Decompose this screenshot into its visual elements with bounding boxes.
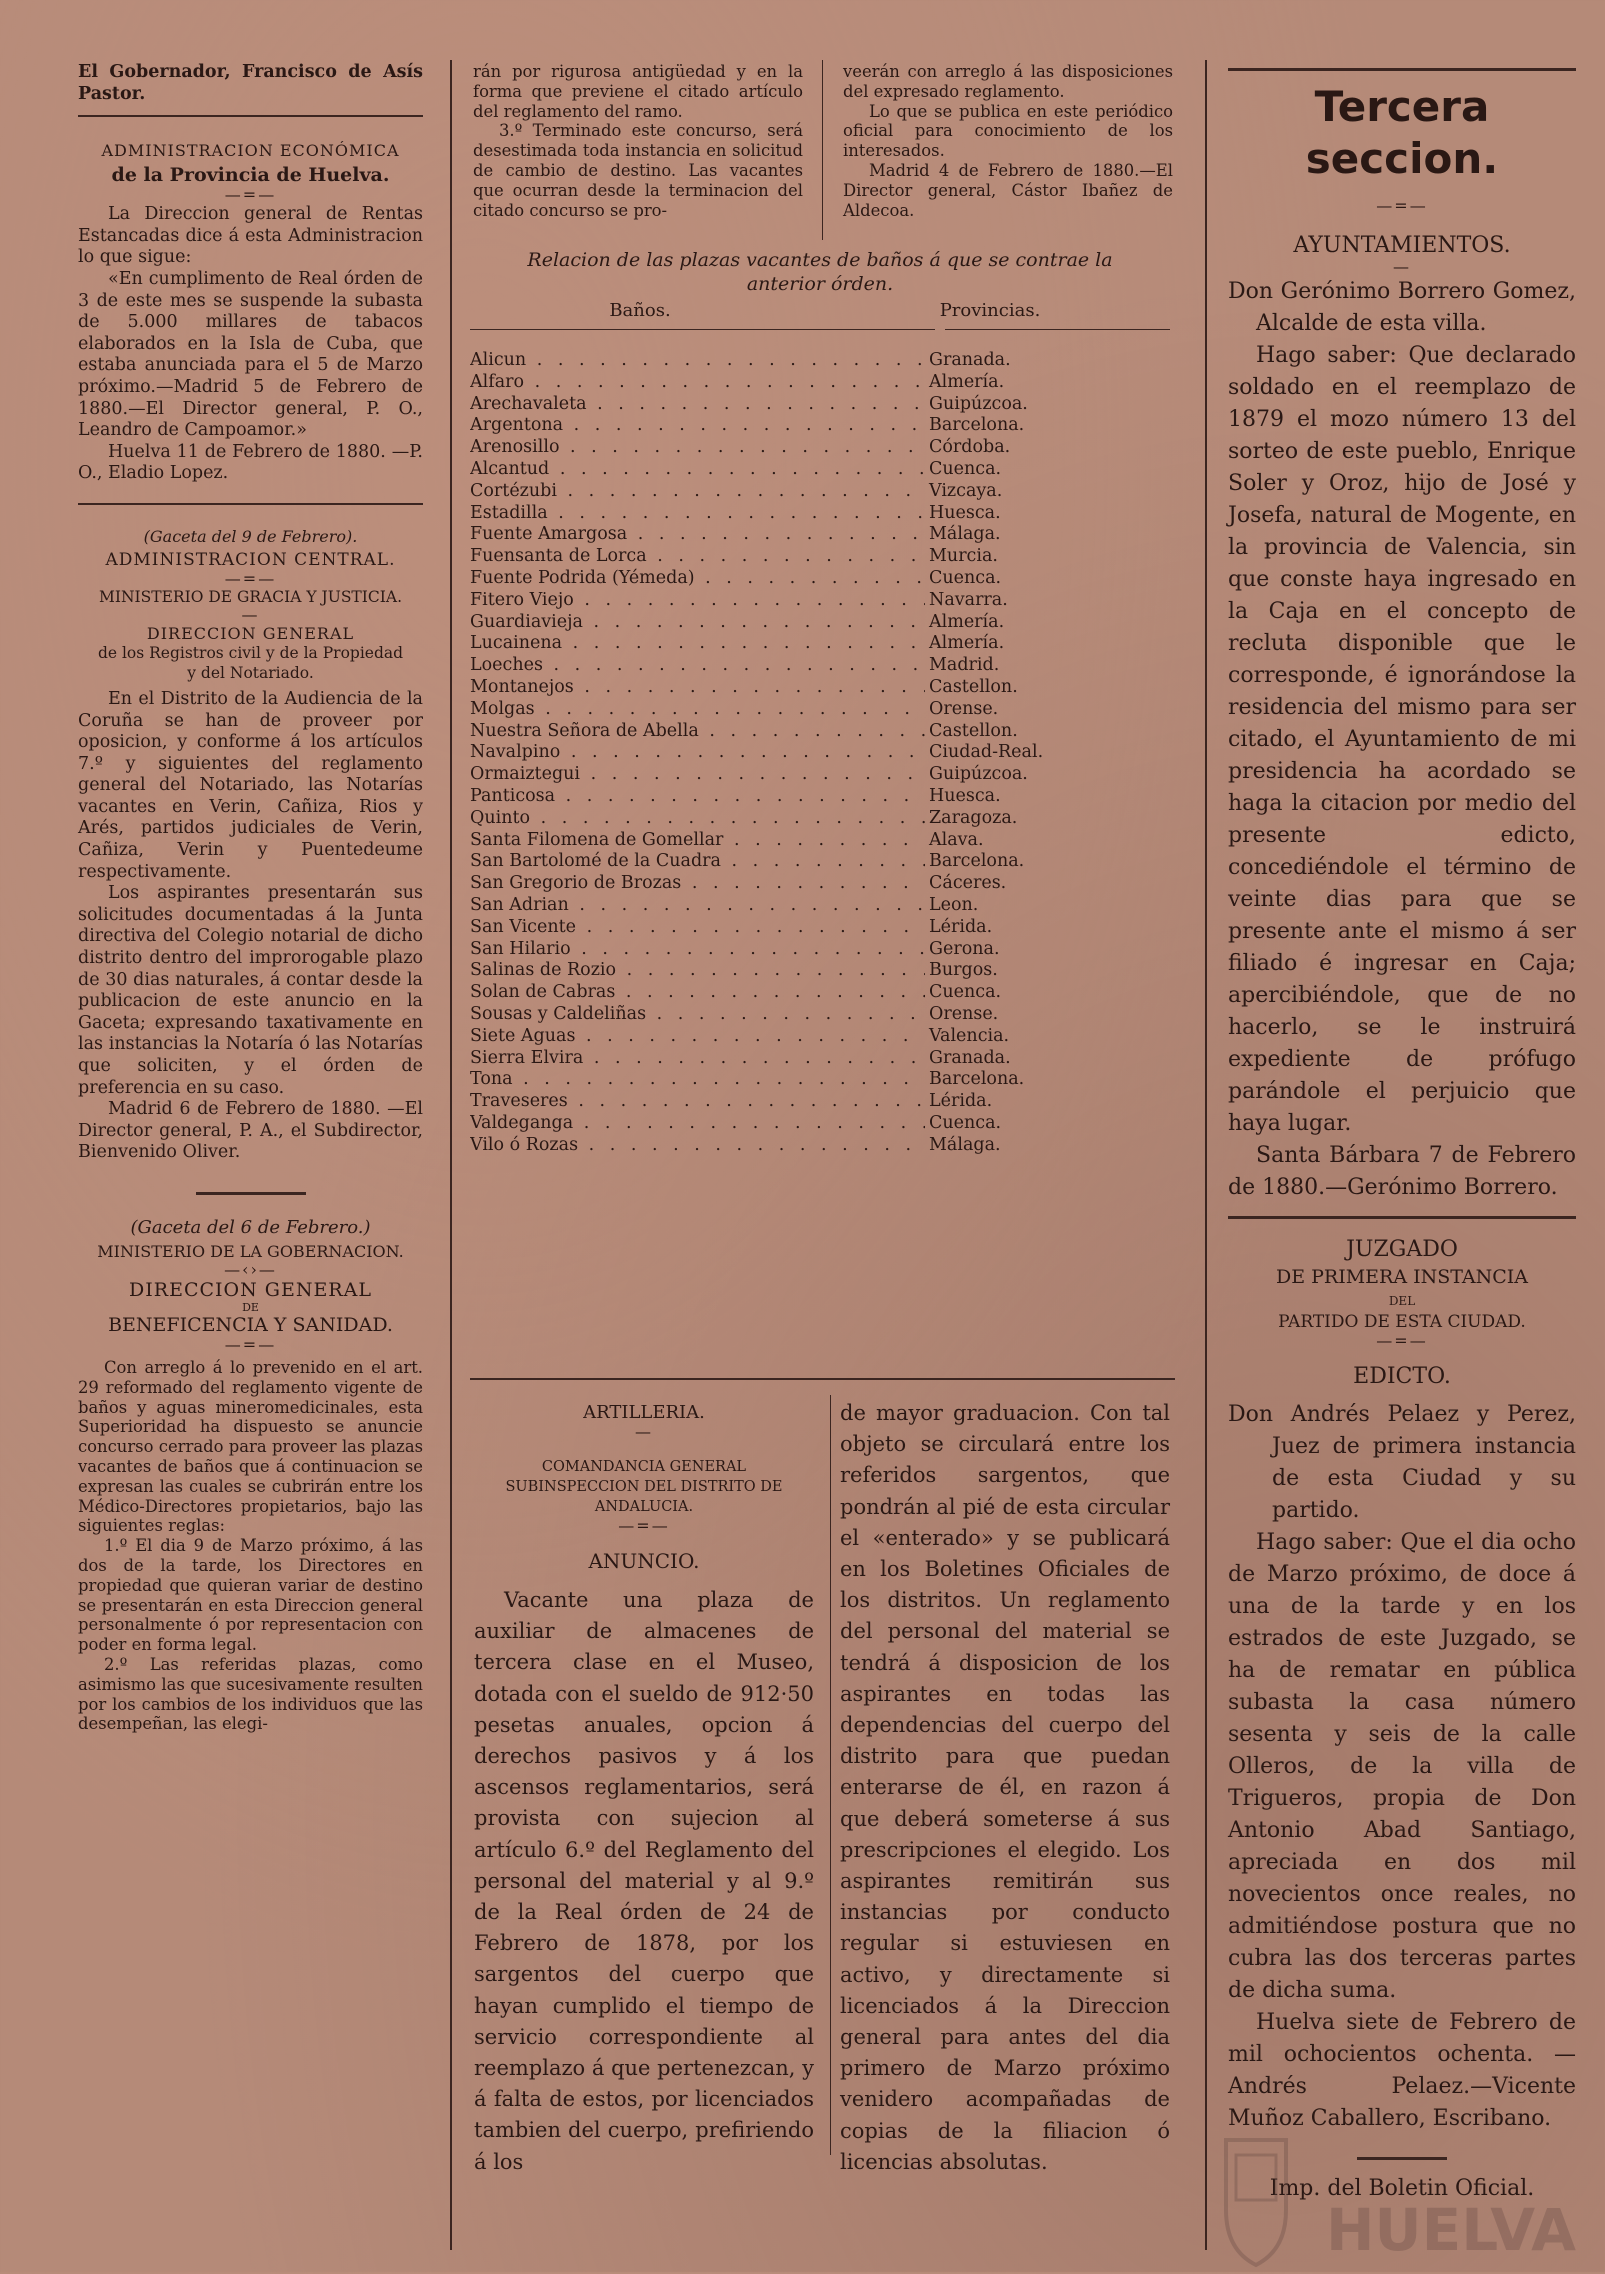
bath-name: San Vicente . .: [470, 917, 925, 939]
ornament: —: [1393, 257, 1411, 276]
paragraph: 3.º Terminado este concurso, será desestimada toda instancia en solicitud de cambio de destino. Las vacantes que ocurran desde la terminacion del citado concurso se pro-: [473, 121, 803, 220]
bath-name: Valdeganga . .: [470, 1113, 925, 1135]
table-row: [470, 1004, 1170, 1026]
paragraph: 1.º El dia 9 de Marzo próximo, á las dos de la tarde, los Directores en propiedad que quieran variar de destino se presentarán en esta Direccion general personalmente ó por representacion con poder en forma legal.: [78, 1536, 423, 1655]
paragraph: Huelva siete de Febrero de mil ochocientos ochenta. —Andrés Pelaez.—Vicente Muñoz Caballero, Escribano.: [1228, 2010, 1576, 2131]
paragraph: Huelva 11 de Febrero de 1880. —P. O., Eladio Lopez.: [78, 441, 423, 484]
table-row: [470, 764, 1170, 786]
province-name: Guipúzcoa.: [929, 393, 1028, 414]
table-row: [470, 394, 1170, 416]
bath-name: Santa Filomena de Gomellar . .: [470, 830, 925, 852]
province-name: Almería.: [929, 611, 1005, 632]
table-row: [470, 372, 1170, 394]
bath-name: Guardiavieja . .: [470, 612, 925, 634]
juzgado-partido: PARTIDO DE ESTA CIUDAD.: [1278, 1312, 1526, 1332]
table-row: [470, 481, 1170, 503]
bath-name: Siete Aguas . .: [470, 1026, 925, 1048]
gaceta-line: (Gaceta del 9 de Febrero).: [143, 526, 358, 546]
gaceta-line: (Gaceta del 6 de Febrero.): [130, 1216, 371, 1238]
bath-name: Argentona . .: [470, 415, 925, 437]
province-name: Orense.: [929, 698, 999, 719]
column-1: [78, 62, 423, 1734]
bath-name: Vilo ó Rozas . .: [470, 1135, 925, 1157]
bath-name: Loeches . .: [470, 655, 925, 677]
dir-heading: DIRECCION GENERAL: [146, 623, 355, 643]
section-subheading: COMANDANCIA GENERAL SUBINSPECCION DEL DISTRITO DE ANDALUCIA.: [505, 1459, 783, 1515]
province-name: Vizcaya.: [929, 480, 1003, 501]
bath-name: Nuestra Señora de Abella . .: [470, 721, 925, 743]
province-name: Madrid.: [929, 655, 1000, 676]
dir-heading: DIRECCION GENERAL: [129, 1278, 372, 1301]
divider: [78, 115, 423, 117]
section-heading: ADMINISTRACION CENTRAL.: [105, 549, 396, 570]
table-row: [470, 1048, 1170, 1070]
bath-name: Lucainena . .: [470, 633, 925, 655]
paragraph: de mayor graduacion. Con tal objeto se circulará entre los referidos sargentos, que pondrán al pié de esta circular el «enterado» y se publicará en los Boletines Oficiales de los distritos. Un reglamento del personal del material se tendrá á disposicion de los aspirantes en todas las dependencias del cuerpo del distrito para que puedan enterarse de él, en razon á que deberá someterse á sus prescripciones el elegido. Los aspirantes remitirán sus instancias por conducto regular si estuviesen en activo, y directamente si licenciados á la Direccion general para antes del dia primero de Marzo próximo venidero acompañadas de copias de la filiacion ó licencias absolutas.: [840, 1401, 1170, 2174]
province-name: Cuenca.: [929, 458, 1002, 479]
ornament: —=—: [1376, 1331, 1428, 1350]
column-rule: [450, 60, 452, 2250]
bath-name: Fuente Amargosa . .: [470, 524, 925, 546]
edicto-heading: EDICTO.: [1353, 1364, 1451, 1389]
baths-table: [470, 248, 1170, 1156]
paragraph: Don Andrés Pelaez y Perez, Juez de primera instancia de esta Ciudad y su partido.: [1228, 1402, 1576, 1523]
bath-name: Navalpino . .: [470, 742, 925, 764]
divider: [470, 1378, 1175, 1380]
bath-name: Fuensanta de Lorca . .: [470, 546, 925, 568]
section-subheading: de la Provincia de Huelva.: [111, 164, 390, 187]
province-name: Gerona.: [929, 938, 1000, 959]
header-provincias: Provincias.: [939, 300, 1041, 321]
archive-stamp: [1196, 2120, 1596, 2270]
ornament: —: [241, 604, 260, 624]
artilleria-section: [474, 1398, 814, 2178]
province-name: Barcelona.: [929, 1069, 1025, 1090]
table-header: [470, 300, 1170, 321]
province-name: Lérida.: [929, 916, 993, 937]
table-row: [470, 699, 1170, 721]
divider: [196, 1192, 306, 1195]
bath-name: Quinto . .: [470, 808, 925, 830]
bath-name: Salinas de Rozio . .: [470, 960, 925, 982]
paragraph: «En cumplimento de Real órden de 3 de este mes se suspende la subasta de 5.000 millares de tabacos elaborados en la Isla de Cuba, que estaba anunciada para el 5 de Marzo próximo.—Madrid 5 de Febrero de 1880.—El Director general, P. O., Leandro de Campoamor.»: [78, 268, 423, 441]
table-body: [470, 350, 1170, 1156]
table-row: [470, 1091, 1170, 1113]
table-header-rule: [470, 329, 1170, 330]
table-row: [470, 939, 1170, 961]
province-name: Granada.: [929, 1047, 1011, 1068]
table-row: [470, 459, 1170, 481]
juzgado-heading: JUZGADO: [1346, 1237, 1458, 1262]
paragraph: Santa Bárbara 7 de Febrero de 1880.—Gerónimo Borrero.: [1228, 1143, 1576, 1200]
table-row: [470, 546, 1170, 568]
province-name: Málaga.: [929, 524, 1001, 545]
bath-name: Fitero Viejo . .: [470, 590, 925, 612]
bath-name: Estadilla . .: [470, 503, 925, 525]
province-name: Barcelona.: [929, 415, 1025, 436]
bath-name: Molgas . .: [470, 699, 925, 721]
column-rule: [830, 1395, 831, 2155]
paragraph: veerán con arreglo á las disposiciones del expresado reglamento.: [843, 62, 1173, 101]
bath-name: Fuente Podrida (Yémeda) . .: [470, 568, 925, 590]
table-row: [470, 895, 1170, 917]
paragraph: Lo que se publica en este periódico oficial para conocimiento de los interesados.: [843, 101, 1173, 161]
table-row: [470, 568, 1170, 590]
ministry-heading: MINISTERIO DE LA GOBERNACION.: [97, 1241, 404, 1261]
table-row: [470, 524, 1170, 546]
table-row: [470, 503, 1170, 525]
province-name: Alava.: [929, 829, 984, 850]
table-row: [470, 415, 1170, 437]
column-rule: [1205, 60, 1207, 2250]
table-row: [470, 1135, 1170, 1157]
table-row: [470, 873, 1170, 895]
paragraph: Madrid 6 de Febrero de 1880. —El Director general, P. A., el Subdirector, Bienvenido Oliver.: [78, 1099, 423, 1163]
column-rule: [822, 60, 823, 240]
de-word: DE: [242, 1300, 259, 1314]
del-word: DEL: [1388, 1294, 1416, 1308]
ornament: —=—: [224, 1334, 277, 1354]
province-name: Almería.: [929, 633, 1005, 654]
bath-name: Solan de Cabras . .: [470, 982, 925, 1004]
anuncio-heading: ANUNCIO.: [588, 1549, 700, 1573]
table-row: [470, 655, 1170, 677]
juzgado-subheading: DE PRIMERA INSTANCIA: [1275, 1266, 1529, 1288]
divider: [78, 503, 423, 505]
province-name: Leon.: [929, 894, 979, 915]
table-row: [470, 851, 1170, 873]
table-row: [470, 677, 1170, 699]
paragraph: rán por rigurosa antigüedad y en la forma que previene el citado artículo del reglamento del ramo.: [473, 62, 803, 121]
ministry-heading: MINISTERIO DE GRACIA Y JUSTICIA.: [98, 587, 402, 606]
province-name: Ciudad-Real.: [929, 742, 1044, 763]
paragraph: Hago saber: Que declarado soldado en el reemplazo de 1879 el mozo número 13 del sorteo de este pueblo, Enrique Soler y Oroz, hijo de José y Josefa, natural de Mogente, en la provincia de Valencia, sin que conste haya ingresado en la Caja en el concepto de recluta disponible que le corresponde, é ignorándose la residencia del mismo para ser citado, el Ayuntamiento de mi presidencia ha acordado se haga la citacion por medio del presente edicto, concediéndole el término de veinte dias para que se presente ante el mismo á ser filiado é ingresar en Caja; apercibiéndole, que de no hacerlo, se le instruirá expediente de prófugo parándole el perjuicio que haya lugar.: [1228, 343, 1576, 1136]
ornament: —=—: [618, 1516, 670, 1535]
paragraph: Don Gerónimo Borrero Gomez, Alcalde de esta villa.: [1228, 279, 1576, 336]
province-name: Huesca.: [929, 785, 1001, 806]
bath-name: Sierra Elvira . .: [470, 1048, 925, 1070]
artilleria-continued: [840, 1398, 1170, 2178]
divider: [1228, 1216, 1576, 1219]
bath-name: Traveseres . .: [470, 1091, 925, 1113]
table-row: [470, 350, 1170, 372]
section-heading: ADMINISTRACION ECONÓMICA: [101, 141, 400, 161]
stamp-text: HUELVA: [1326, 2196, 1577, 2264]
province-name: Almería.: [929, 371, 1005, 392]
table-row: [470, 830, 1170, 852]
province-name: Burgos.: [929, 960, 998, 981]
bath-name: Alcantud . .: [470, 459, 925, 481]
bath-name: Arenosillo . .: [470, 437, 925, 459]
province-name: Cuenca.: [929, 567, 1002, 588]
bath-name: Tona . .: [470, 1069, 925, 1091]
bath-name: San Bartolomé de la Cuadra . .: [470, 851, 925, 873]
ornament: —=—: [224, 185, 277, 205]
tercera-seccion-title: Tercera seccion.: [1305, 82, 1499, 183]
province-name: Murcia.: [929, 546, 998, 567]
bath-name: Alfaro . .: [470, 372, 925, 394]
province-name: Orense.: [929, 1003, 999, 1024]
bath-name: San Adrian . .: [470, 895, 925, 917]
dir-subheading: BENEFICENCIA Y SANIDAD.: [108, 1313, 393, 1336]
table-row: [470, 960, 1170, 982]
province-name: Barcelona.: [929, 851, 1025, 872]
table-row: [470, 786, 1170, 808]
paragraph: En el Distrito de la Audiencia de la Coruña se han de proveer por oposicion, y conforme á los artículos 7.º y siguientes del reglamento general del Notariado, las Notarías vacantes en Verin, Cañiza, Rios y Arés, partidos judiciales de Verin, Cañiza, Verin y Puentedeume respectivamente.: [78, 688, 423, 882]
table-row: [470, 1026, 1170, 1048]
table-row: [470, 612, 1170, 634]
province-name: Málaga.: [929, 1134, 1001, 1155]
bath-name: Montanejos . .: [470, 677, 925, 699]
table-row: [470, 1069, 1170, 1091]
printer-imprint: Imp. del Boletin Oficial.: [1269, 2176, 1535, 2201]
paragraph: La Direccion general de Rentas Estancadas dice á esta Administracion lo que sigue:: [78, 204, 423, 268]
ornament: —=—: [224, 568, 277, 588]
bath-name: San Gregorio de Brozas . .: [470, 873, 925, 895]
paragraph: 2.º Las referidas plazas, como asimismo las que sucesivamente resulten por los cambios de los individuos que las desempeñan, las elegi-: [78, 1654, 423, 1734]
table-row: [470, 590, 1170, 612]
bath-name: Cortézubi . .: [470, 481, 925, 503]
province-name: Granada.: [929, 350, 1011, 370]
province-name: Castellon.: [929, 676, 1018, 697]
table-row: [470, 1113, 1170, 1135]
province-name: Navarra.: [929, 589, 1008, 610]
province-name: Cuenca.: [929, 982, 1002, 1003]
table-row: [470, 982, 1170, 1004]
ayuntamientos-heading: AYUNTAMIENTOS.: [1293, 233, 1511, 258]
table-caption: Relacion de las plazas vacantes de baños á que se contrae la anterior órden.: [527, 249, 1113, 295]
ornament: —=—: [1376, 196, 1428, 215]
ornament: —‹›—: [224, 1259, 277, 1279]
table-row: [470, 917, 1170, 939]
dir-subheading: de los Registros civil y de la Propiedad y del Notariado.: [97, 643, 404, 682]
table-row: [470, 721, 1170, 743]
bath-name: Arechavaleta . .: [470, 394, 925, 416]
bath-name: Sousas y Caldeliñas . .: [470, 1004, 925, 1026]
province-name: Cuenca.: [929, 1112, 1002, 1133]
seal-icon: [1196, 2120, 1596, 2270]
paragraph: Con arreglo á lo prevenido en el art. 29 reformado del reglamento vigente de baños y aguas mineromedicinales, esta Superioridad ha dispuesto se anuncie concurso cerrado para proveer las plazas vacantes de baños que á continuacion se expresan las cuales se cubrirán entre los Médico-Directores propietarios, bajo las siguientes reglas:: [78, 1357, 423, 1536]
bath-name: Alicun . .: [470, 350, 925, 372]
province-name: Lérida.: [929, 1091, 993, 1112]
province-name: Valencia.: [929, 1025, 1010, 1046]
province-name: Cáceres.: [929, 873, 1007, 894]
ornament: —: [635, 1422, 653, 1441]
header-banos: Baños.: [609, 300, 671, 321]
paragraph: Madrid 4 de Febrero de 1880.—El Director general, Cástor Ibañez de Aldecoa.: [843, 160, 1173, 220]
paragraph: Los aspirantes presentarán sus solicitudes documentadas á la Junta directiva del Colegio notarial de dicho distrito dentro del improrogable plazo de 30 dias naturales, á contar desde la publicacion de este anuncio en la Gaceta; expresando taxativamente en las instancias la Notaría ó las Notarías que soliciten, y el órden de preferencia en su caso.: [78, 883, 423, 1098]
table-row: [470, 437, 1170, 459]
table-row: [470, 633, 1170, 655]
divider: [1228, 68, 1576, 71]
column-3-top: [843, 62, 1173, 220]
paragraph: Vacante una plaza de auxiliar de almacenes de tercera clase en el Museo, dotada con el sueldo de 912·50 pesetas anuales, opcion á derechos pasivos y á los ascensos reglamentarios, será provista con sujecion al artículo 6.º del Reglamento del personal del material y al 9.º de la Real órden de 24 de Febrero de 1878, por los sargentos del cuerpo que hayan cumplido el tiempo de servicio correspondiente al reemplazo á que pertenezcan, y á falta de estos, por licenciados tambien del cuerpo, prefiriendo á los: [474, 1588, 814, 2174]
signature-line: El Gobernador, Francisco de Asís Pastor.: [78, 62, 423, 104]
province-name: Castellon.: [929, 720, 1018, 741]
province-name: Córdoba.: [929, 437, 1011, 458]
bath-name: Ormaiztegui . .: [470, 764, 925, 786]
province-name: Zaragoza.: [929, 807, 1018, 828]
table-row: [470, 808, 1170, 830]
column-2-top: [473, 62, 803, 220]
bath-name: San Hilario . .: [470, 939, 925, 961]
province-name: Guipúzcoa.: [929, 764, 1028, 785]
bath-name: Panticosa . .: [470, 786, 925, 808]
province-name: Huesca.: [929, 502, 1001, 523]
column-4: [1228, 62, 1576, 2201]
table-row: [470, 742, 1170, 764]
paragraph: Hago saber: Que el dia ocho de Marzo próximo, de doce á una de la tarde y en los estrados de este Juzgado, se ha de rematar en pública subasta la casa número sesenta y seis de la calle Olleros, de la villa de Trigueros, propia de Don Antonio Abad Santiago, apreciada en dos mil novecientos once reales, no admitiéndose postura que no cubra las dos terceras partes de dicha suma.: [1228, 1530, 1576, 2003]
section-heading: ARTILLERIA.: [583, 1402, 705, 1423]
